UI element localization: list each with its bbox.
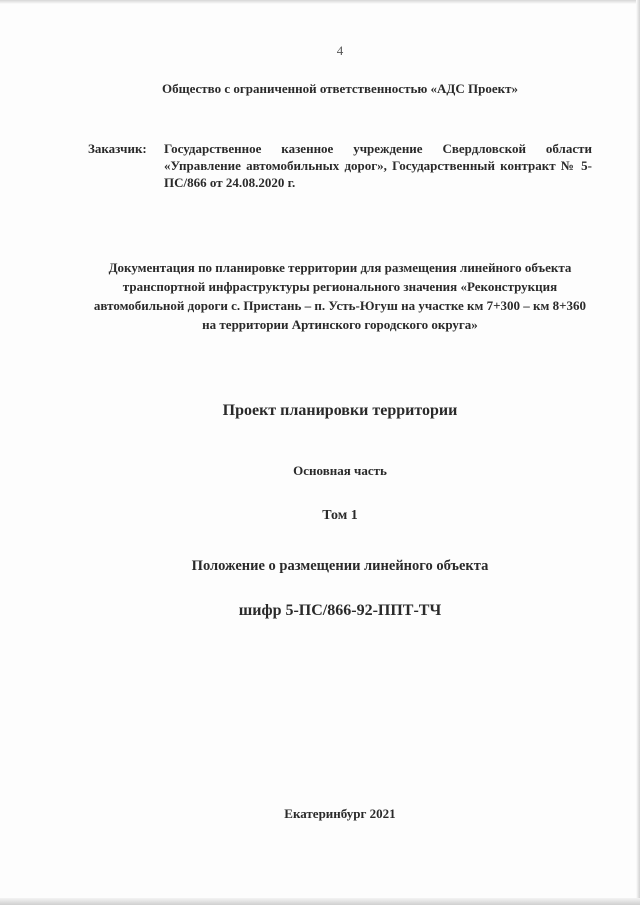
page-number: 4 [336,43,344,58]
customer-block [88,140,592,191]
regulation-title: Положение о размещении линейного объекта [191,558,489,574]
project-title: Проект планировки территории [222,402,458,419]
city-year: Екатеринбург 2021 [284,806,396,821]
volume-label: Том 1 [322,508,358,523]
customer-label: Заказчик: [88,141,147,156]
company-name: Общество с ограниченной ответственностью «АДС Проект» [162,81,518,96]
project-description: Документация по планировке территории для размещения линейного объекта транспортной инфраструктуры регионального значения «Реконструкция автомобильной дороги с. Пристань – п. Усть-Югуш на участке км 7+300 – км 8+360 на территории Артинского городского округа» [93,260,587,332]
scan-edge-bottom [0,898,640,905]
document-cipher: шифр 5-ПС/866-92-ППТ-ТЧ [238,602,442,619]
customer-text: Государственное казенное учреждение Свердловской области «Управление автомобильных дорог», Государственный контракт № 5-ПС/866 от 24.08.2020 г. [164,141,592,190]
scan-edge-right [636,0,640,905]
main-part-label: Основная часть [293,463,387,478]
scan-edge-top [0,0,640,4]
